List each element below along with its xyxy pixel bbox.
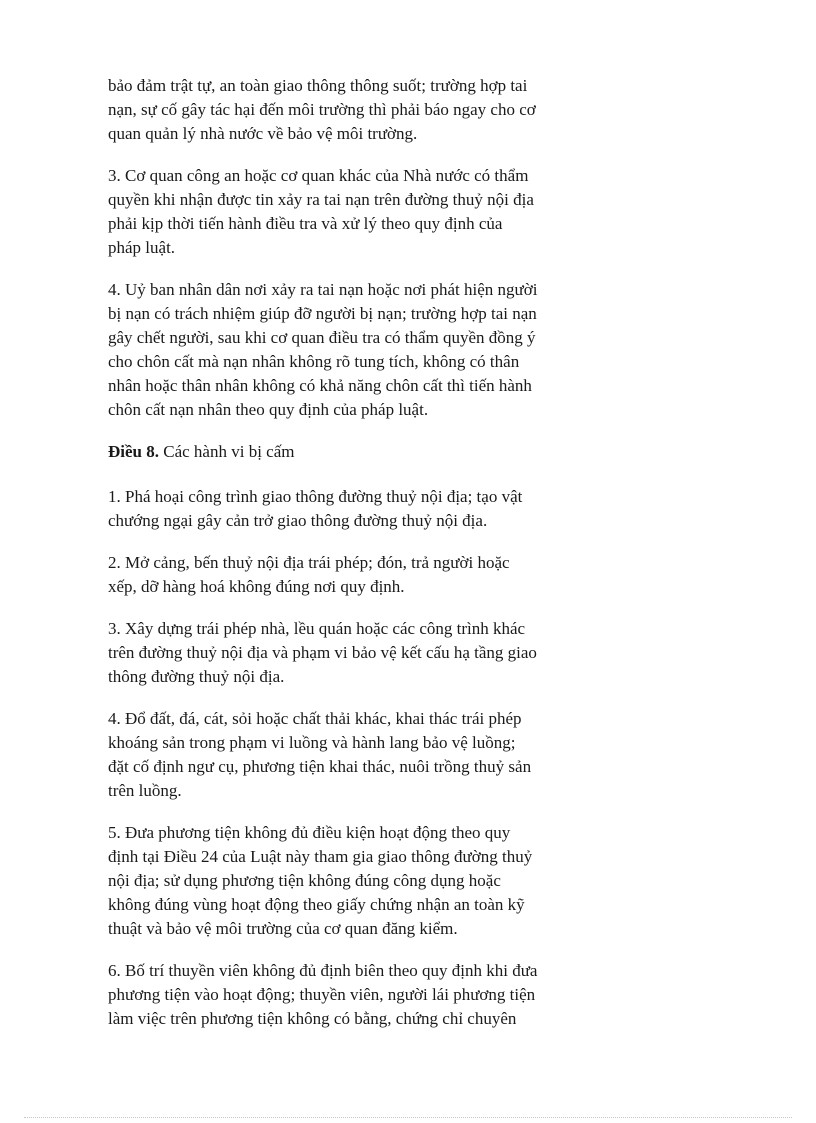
text-line: chướng ngại gây cản trở giao thông đường thuỷ nội địa. (108, 511, 488, 530)
text-line: quyền khi nhận được tin xảy ra tai nạn trên đường thuỷ nội địa (108, 190, 534, 209)
text-line: pháp luật. (108, 238, 176, 257)
text-line: nạn, sự cố gây tác hại đến môi trường thì phải báo ngay cho cơ (108, 100, 536, 119)
text-line: 4. Đổ đất, đá, cát, sỏi hoặc chất thải khác, khai thác trái phép (108, 709, 522, 728)
text-line: cho chôn cất mà nạn nhân không rõ tung tích, không có thân (108, 352, 520, 371)
article-heading (108, 440, 602, 464)
paragraph-continuation (108, 74, 602, 146)
text-line: 3. Cơ quan công an hoặc cơ quan khác của Nhà nước có thẩm (108, 166, 529, 185)
text-line: 1. Phá hoại công trình giao thông đường thuỷ nội địa; tạo vật (108, 487, 523, 506)
page-bottom-divider (24, 1117, 792, 1118)
text-line: 3. Xây dựng trái phép nhà, lều quán hoặc các công trình khác (108, 619, 526, 638)
text-line: trên đường thuỷ nội địa và phạm vi bảo vệ kết cấu hạ tầng giao (108, 643, 537, 662)
text-line: khoáng sản trong phạm vi luồng và hành lang bảo vệ luồng; (108, 733, 516, 752)
paragraph-item-6 (108, 959, 602, 1031)
text-line: định tại Điều 24 của Luật này tham gia giao thông đường thuỷ (108, 847, 533, 866)
paragraph-item-4 (108, 707, 602, 803)
text-line: chôn cất nạn nhân theo quy định của pháp luật. (108, 400, 429, 419)
text-line: 4. Uỷ ban nhân dân nơi xảy ra tai nạn hoặc nơi phát hiện người (108, 280, 538, 299)
document-page (108, 74, 602, 1049)
text-line: 5. Đưa phương tiện không đủ điều kiện hoạt động theo quy (108, 823, 511, 842)
text-line: thuật và bảo vệ môi trường của cơ quan đăng kiểm. (108, 919, 458, 938)
text-line: làm việc trên phương tiện không có bằng, chứng chỉ chuyên (108, 1009, 517, 1028)
text-line: đặt cố định ngư cụ, phương tiện khai thác, nuôi trồng thuỷ sản (108, 757, 532, 776)
paragraph-item-1 (108, 485, 602, 533)
article-title: Các hành vi bị cấm (159, 442, 295, 461)
text-line: bị nạn có trách nhiệm giúp đỡ người bị nạn; trường hợp tai nạn (108, 304, 537, 323)
paragraph-clause-3 (108, 164, 602, 260)
text-line: phương tiện vào hoạt động; thuyền viên, người lái phương tiện (108, 985, 536, 1004)
text-line: thông đường thuỷ nội địa. (108, 667, 285, 686)
paragraph-item-3 (108, 617, 602, 689)
paragraph-item-2 (108, 551, 602, 599)
article-number: Điều 8. (108, 442, 159, 461)
text-line: xếp, dỡ hàng hoá không đúng nơi quy định. (108, 577, 405, 596)
text-line: gây chết người, sau khi cơ quan điều tra có thẩm quyền đồng ý (108, 328, 536, 347)
text-line: trên luồng. (108, 781, 182, 800)
paragraph-item-5 (108, 821, 602, 941)
text-line: 2. Mở cảng, bến thuỷ nội địa trái phép; đón, trả người hoặc (108, 553, 510, 572)
paragraph-clause-4 (108, 278, 602, 422)
text-line: nhân hoặc thân nhân không có khả năng chôn cất thì tiến hành (108, 376, 532, 395)
text-line: không đúng vùng hoạt động theo giấy chứng nhận an toàn kỹ (108, 895, 525, 914)
text-line: 6. Bố trí thuyền viên không đủ định biên theo quy định khi đưa (108, 961, 538, 980)
text-line: quan quản lý nhà nước về bảo vệ môi trường. (108, 124, 418, 143)
text-line: phải kịp thời tiến hành điều tra và xử lý theo quy định của (108, 214, 503, 233)
text-line: nội địa; sử dụng phương tiện không đúng công dụng hoặc (108, 871, 501, 890)
text-line: bảo đảm trật tự, an toàn giao thông thông suốt; trường hợp tai (108, 76, 528, 95)
